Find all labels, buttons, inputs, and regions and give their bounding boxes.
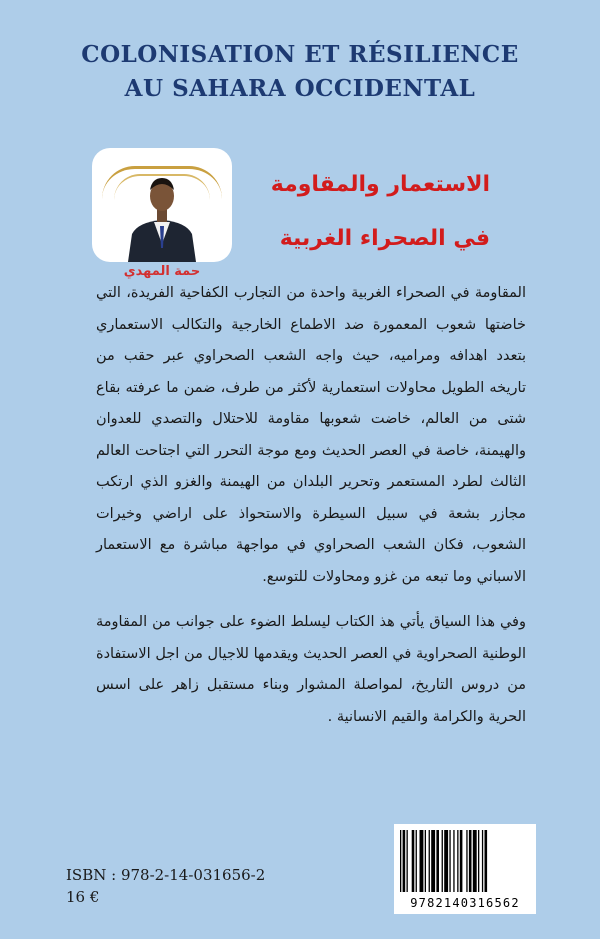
barcode-bar bbox=[412, 830, 415, 892]
barcode-bar bbox=[407, 830, 408, 892]
paragraph-1: المقاومة في الصحراء الغربية واحدة من التجارب الكفاحية الفريدة، التي خاضتها شعوب المعمورة ضد الاطماع الخارجية والتكالب الاستعماري بتعدد اهدافه ومراميه، حيث واجه الشعب الصحراوي عبر حقب من تاريخه الطويل محاولات استعمارية لأكثر من طرف، ضمن ما عرفته بقاع شتى من العالم، خاضت شعوبها مقاومة للاحتلال والتصدي للعدوان والهيمنة، خاصة في العصر الحديث ومع موجة التحرر التي اجتاحت العالم الثالث لطرد المستعمر وتحرير البلدان من الهيمنة والغزو الذي ارتكب مجازر بشعة في سبيل السيطرة والاستحواذ على اراضي وخيرات الشعوب، فكان الشعب الصحراوي في مواجهة مباشرة مع الاستعمار الاسباني وما تبعه من غزو ومحاولات للتوسع. bbox=[96, 285, 526, 585]
barcode-bar bbox=[442, 830, 443, 892]
barcode-bar bbox=[482, 830, 483, 892]
barcode-bar bbox=[436, 830, 439, 892]
barcode-bar bbox=[457, 830, 458, 892]
barcode-number: 9782140316562 bbox=[410, 896, 520, 910]
barcode-bar bbox=[431, 830, 435, 892]
barcode-bar bbox=[473, 830, 477, 892]
barcode-bar bbox=[469, 830, 472, 892]
back-cover-text bbox=[96, 278, 526, 747]
arabic-title-line-1: الاستعمار والمقاومة bbox=[270, 172, 490, 197]
barcode-bar bbox=[425, 830, 426, 892]
barcode-bar bbox=[444, 830, 448, 892]
barcode-bar bbox=[449, 830, 450, 892]
barcode bbox=[394, 824, 536, 914]
book-title-line-1: COLONISATION ET RÉSILIENCE bbox=[81, 41, 519, 68]
barcode-bar bbox=[478, 830, 479, 892]
barcode-bar bbox=[466, 830, 467, 892]
arabic-title-line-2: في الصحراء الغربية bbox=[279, 226, 490, 251]
paragraph-2: وفي هذا السياق يأتي هذ الكتاب ليسلط الضوء على جوانب من المقاومة الوطنية الصحراوية في العصر الحديث ويقدمها للاجيال من اجل الاستفادة من دروس التاريخ، لمواصلة المشوار وبناء مستقبل زاهر على اسس الحرية والكرامة والقيم الانسانية . bbox=[96, 614, 526, 725]
barcode-bar bbox=[400, 830, 401, 892]
barcode-bar bbox=[416, 830, 417, 892]
barcode-bar bbox=[460, 830, 463, 892]
author-name: حمة المهدي bbox=[123, 264, 201, 279]
barcode-bar bbox=[453, 830, 454, 892]
barcode-bar bbox=[403, 830, 406, 892]
isbn-label: ISBN : 978-2-14-031656-2 bbox=[66, 866, 266, 884]
barcode-bars bbox=[400, 830, 530, 894]
book-title bbox=[0, 38, 600, 106]
barcode-bar bbox=[420, 830, 424, 892]
book-title-line-2: AU SAHARA OCCIDENTAL bbox=[124, 75, 476, 102]
barcode-bar bbox=[429, 830, 430, 892]
price-label: 16 € bbox=[66, 888, 100, 906]
barcode-bar bbox=[485, 830, 488, 892]
